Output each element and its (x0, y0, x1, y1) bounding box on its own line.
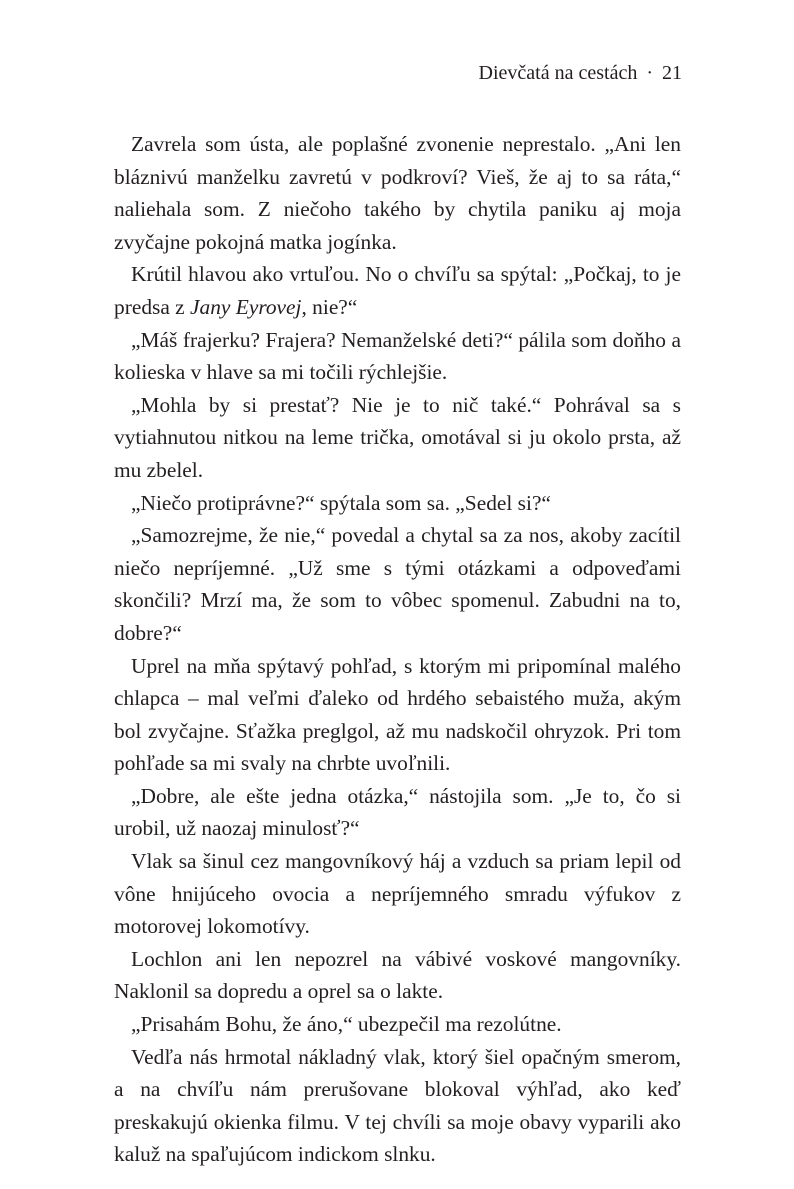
running-title: Dievčatá na cestách (478, 62, 638, 84)
paragraph (114, 258, 681, 323)
header-separator: · (646, 62, 653, 84)
paragraph: „Mohla by si prestať? Nie je to nič také.“ Pohrával sa s vytiahnutou nitkou na leme trička, omotával si ju okolo prsta, až mu zbelel. (114, 392, 681, 482)
paragraph: „Niečo protiprávne?“ spýtala som sa. „Sedel si?“ (131, 490, 551, 515)
paragraph: Zavrela som ústa, ale poplašné zvonenie neprestalo. „Ani len bláznivú manželku zavretú v podkroví? Vieš, že aj to sa ráta,“ naliehala som. Z niečoho takého by chytila paniku aj moja zvyčajne pokojná matka jogínka. (114, 132, 681, 254)
paragraph: Lochlon ani len nepozrel na vábivé voskové mangovníky. Naklonil sa dopredu a oprel sa o lakte. (114, 946, 681, 1004)
body-text (114, 128, 681, 1171)
paragraph: „Samozrejme, že nie,“ povedal a chytal sa za nos, akoby zacítil niečo nepríjemné. „Už sme s tými otázkami a odpoveďami skončili? Mrzí ma, že som to vôbec spomenul. Zabudni na to, dobre?“ (114, 523, 681, 645)
paragraph: „Dobre, ale ešte jedna otázka,“ nástojila som. „Je to, čo si urobil, už naozaj minulosť?“ (114, 783, 681, 841)
paragraph: Vlak sa šinul cez mangovníkový háj a vzduch sa priam lepil od vône hnijúceho ovocia a nepríjemného smradu výfukov z motorovej lokomotívy. (114, 849, 681, 939)
paragraph-text: Krútil hlavou ako vrtuľou. No o chvíľu sa spýtal: „Počkaj, to je predsa z (114, 262, 681, 319)
book-title: Jany Eyrovej (190, 294, 302, 319)
running-header (479, 60, 682, 86)
paragraph: Uprel na mňa spýtavý pohľad, s ktorým mi pripomínal malého chlapca – mal veľmi ďaleko od hrdého sebaistého muža, akým bol zvyčajne. Sťažka preglgol, až mu nadskočil ohryzok. Pri tom pohľade sa mi svaly na chrbte uvoľnili. (114, 653, 681, 776)
paragraph-text: , nie?“ (301, 294, 358, 319)
paragraph: „Prisahám Bohu, že áno,“ ubezpečil ma rezolútne. (131, 1012, 562, 1037)
page-number: 21 (662, 62, 682, 84)
paragraph: Vedľa nás hrmotal nákladný vlak, ktorý šiel opačným smerom, a na chvíľu nám prerušovane blokoval výhľad, ako keď preskakujú okienka filmu. V tej chvíli sa moje obavy vyparili ako kaluž na spaľujúcom indickom slnku. (114, 1044, 681, 1167)
paragraph: „Máš frajerku? Frajera? Nemanželské deti?“ pálila som doňho a kolieska v hlave sa mi točili rýchlejšie. (114, 327, 681, 385)
